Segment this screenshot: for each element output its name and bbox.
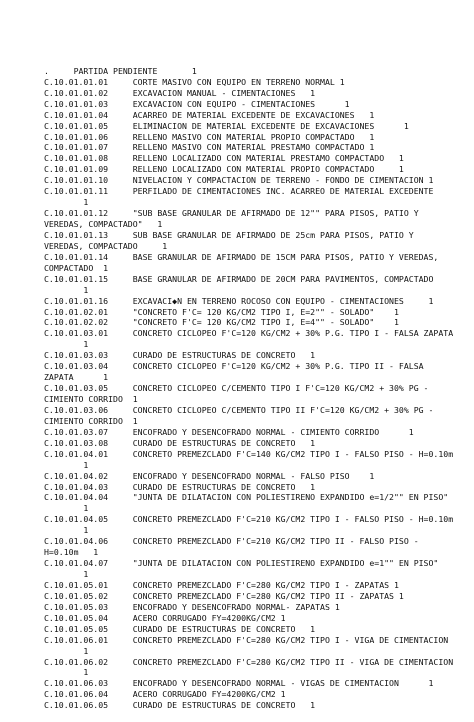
text-line: C.10.01.01.02 EXCAVACION MANUAL - CIMENTACIONES 1 — [44, 87, 316, 98]
text-line: C.10.01.01.05 ELIMINACION DE MATERIAL EXCEDENTE DE EXCAVACIONES 1 — [44, 120, 409, 131]
text-line: C.10.01.04.01 CONCRETO PREMEZCLADO F'C=140 KG/CM2 TIPO I - FALSO PISO - H=0.10m — [44, 448, 454, 459]
text-line: C.10.01.05.01 CONCRETO PREMEZCLADO F'C=280 KG/CM2 TIPO I - ZAPATAS 1 — [44, 579, 399, 590]
text-line: C.10.01.02.01 "CONCRETO F'C= 120 KG/CM2 TIPO I, E=2"" - SOLADO" 1 — [44, 306, 399, 317]
text-line: C.10.01.04.07 "JUNTA DE DILATACION CON POLIESTIRENO EXPANDIDO e=1"" EN PISO" — [44, 558, 439, 569]
text-line: C.10.01.01.11 PERFILADO DE CIMENTACIONES INC. ACARREO DE MATERIAL EXCEDENTE — [44, 186, 434, 197]
text-line: 1 — [44, 197, 89, 208]
text-line: C.10.01.01.13 SUB BASE GRANULAR DE AFIRMADO DE 25cm PARA PISOS, PATIO Y — [44, 229, 414, 240]
text-line: 1 — [44, 503, 89, 514]
text-line: C.10.01.03.03 CURADO DE ESTRUCTURAS DE CONCRETO 1 — [44, 350, 316, 361]
text-line: C.10.01.01.15 BASE GRANULAR DE AFIRMADO DE 20CM PARA PAVIMENTOS, COMPACTADO — [44, 273, 434, 284]
text-line: C.10.01.01.10 NIVELACION Y COMPACTACION DE TERRENO - FONDO DE CIMENTACION 1 — [44, 175, 434, 186]
text-line: 1 — [44, 284, 89, 295]
text-line: C.10.01.01.16 EXCAVACI◆N EN TERRENO ROCOSO CON EQUIPO - CIMENTACIONES 1 — [44, 295, 434, 306]
text-line: CIMIENTO CORRIDO 1 — [44, 394, 138, 405]
text-line: C.10.01.05.03 ENCOFRADO Y DESENCOFRADO NORMAL- ZAPATAS 1 — [44, 601, 340, 612]
text-line: C.10.01.01.14 BASE GRANULAR DE AFIRMADO DE 15CM PARA PISOS, PATIO Y VEREDAS, — [44, 251, 439, 262]
document-body — [44, 66, 474, 711]
text-line: C.10.01.01.07 RELLENO MASIVO CON MATERIAL PRESTAMO COMPACTADO 1 — [44, 142, 375, 153]
text-line: 1 — [44, 459, 89, 470]
text-line: H=0.10m 1 — [44, 547, 99, 558]
text-line: C.10.01.06.01 CONCRETO PREMEZCLADO F'C=280 KG/CM2 TIPO I - VIGA DE CIMENTACION — [44, 634, 449, 645]
text-line: . PARTIDA PENDIENTE 1 — [44, 65, 197, 76]
text-line: VEREDAS, COMPACTADO" 1 — [44, 219, 163, 230]
text-line: C.10.01.04.02 ENCOFRADO Y DESENCOFRADO NORMAL - FALSO PISO 1 — [44, 470, 375, 481]
text-line: C.10.01.03.06 CONCRETO CICLOPEO C/CEMENTO TIPO II F'C=120 KG/CM2 + 30% PG - — [44, 404, 434, 415]
text-line: C.10.01.03.04 CONCRETO CICLOPEO F'C=120 KG/CM2 + 30% P.G. TIPO II - FALSA — [44, 361, 424, 372]
text-line: ZAPATA 1 — [44, 372, 109, 383]
text-line: C.10.01.04.05 CONCRETO PREMEZCLADO F'C=210 KG/CM2 TIPO I - FALSO PISO - H=0.10m — [44, 514, 454, 525]
text-line: VEREDAS, COMPACTADO 1 — [44, 240, 168, 251]
text-line: C.10.01.05.02 CONCRETO PREMEZCLADO F'C=280 KG/CM2 TIPO II - ZAPATAS 1 — [44, 590, 404, 601]
text-line: C.10.01.04.04 "JUNTA DE DILATACION CON POLIESTIRENO EXPANDIDO e=1/2"" EN PISO" — [44, 492, 449, 503]
text-line: C.10.01.01.06 RELLENO MASIVO CON MATERIAL PROPIO COMPACTADO 1 — [44, 131, 375, 142]
text-line: C.10.01.01.08 RELLENO LOCALIZADO CON MATERIAL PRESTAMO COMPACTADO 1 — [44, 153, 404, 164]
text-line: 1 — [44, 525, 89, 536]
text-line: 1 — [44, 339, 89, 350]
text-line: CIMIENTO CORRIDO 1 — [44, 415, 138, 426]
text-line: C.10.01.01.12 "SUB BASE GRANULAR DE AFIRMADO DE 12"" PARA PISOS, PATIO Y — [44, 208, 419, 219]
text-line: C.10.01.01.01 CORTE MASIVO CON EQUIPO EN TERRENO NORMAL 1 — [44, 76, 345, 87]
text-line: C.10.01.01.03 EXCAVACION CON EQUIPO - CIMENTACIONES 1 — [44, 98, 350, 109]
text-line: COMPACTADO 1 — [44, 262, 109, 273]
text-line: 1 — [44, 667, 89, 678]
text-line: C.10.01.03.08 CURADO DE ESTRUCTURAS DE CONCRETO 1 — [44, 437, 316, 448]
text-line: C.10.01.06.02 CONCRETO PREMEZCLADO F'C=280 KG/CM2 TIPO II - VIGA DE CIMENTACION — [44, 656, 454, 667]
text-line: 1 — [44, 645, 89, 656]
text-line: C.10.01.06.03 ENCOFRADO Y DESENCOFRADO NORMAL - VIGAS DE CIMENTACION 1 — [44, 678, 434, 689]
text-line: C.10.01.03.01 CONCRETO CICLOPEO F'C=120 KG/CM2 + 30% P.G. TIPO I - FALSA ZAPATA — [44, 328, 454, 339]
text-line: C.10.01.01.09 RELLENO LOCALIZADO CON MATERIAL PROPIO COMPACTADO 1 — [44, 164, 404, 175]
text-line: C.10.01.02.02 "CONCRETO F'C= 120 KG/CM2 TIPO I, E=4"" - SOLADO" 1 — [44, 317, 399, 328]
text-line: C.10.01.01.04 ACARREO DE MATERIAL EXCEDENTE DE EXCAVACIONES 1 — [44, 109, 375, 120]
text-line: C.10.01.06.04 ACERO CORRUGADO FY=4200KG/CM2 1 — [44, 689, 286, 700]
text-line: C.10.01.04.03 CURADO DE ESTRUCTURAS DE CONCRETO 1 — [44, 481, 316, 492]
text-line: C.10.01.06.05 CURADO DE ESTRUCTURAS DE CONCRETO 1 — [44, 700, 316, 711]
text-line: C.10.01.05.04 ACERO CORRUGADO FY=4200KG/CM2 1 — [44, 612, 286, 623]
text-line: C.10.01.03.07 ENCOFRADO Y DESENCOFRADO NORMAL - CIMIENTO CORRIDO 1 — [44, 426, 414, 437]
text-line: C.10.01.05.05 CURADO DE ESTRUCTURAS DE CONCRETO 1 — [44, 623, 316, 634]
text-line: C.10.01.03.05 CONCRETO CICLOPEO C/CEMENTO TIPO I F'C=120 KG/CM2 + 30% PG - — [44, 383, 429, 394]
text-line: C.10.01.04.06 CONCRETO PREMEZCLADO F'C=210 KG/CM2 TIPO II - FALSO PISO - — [44, 536, 419, 547]
text-line: 1 — [44, 569, 89, 580]
